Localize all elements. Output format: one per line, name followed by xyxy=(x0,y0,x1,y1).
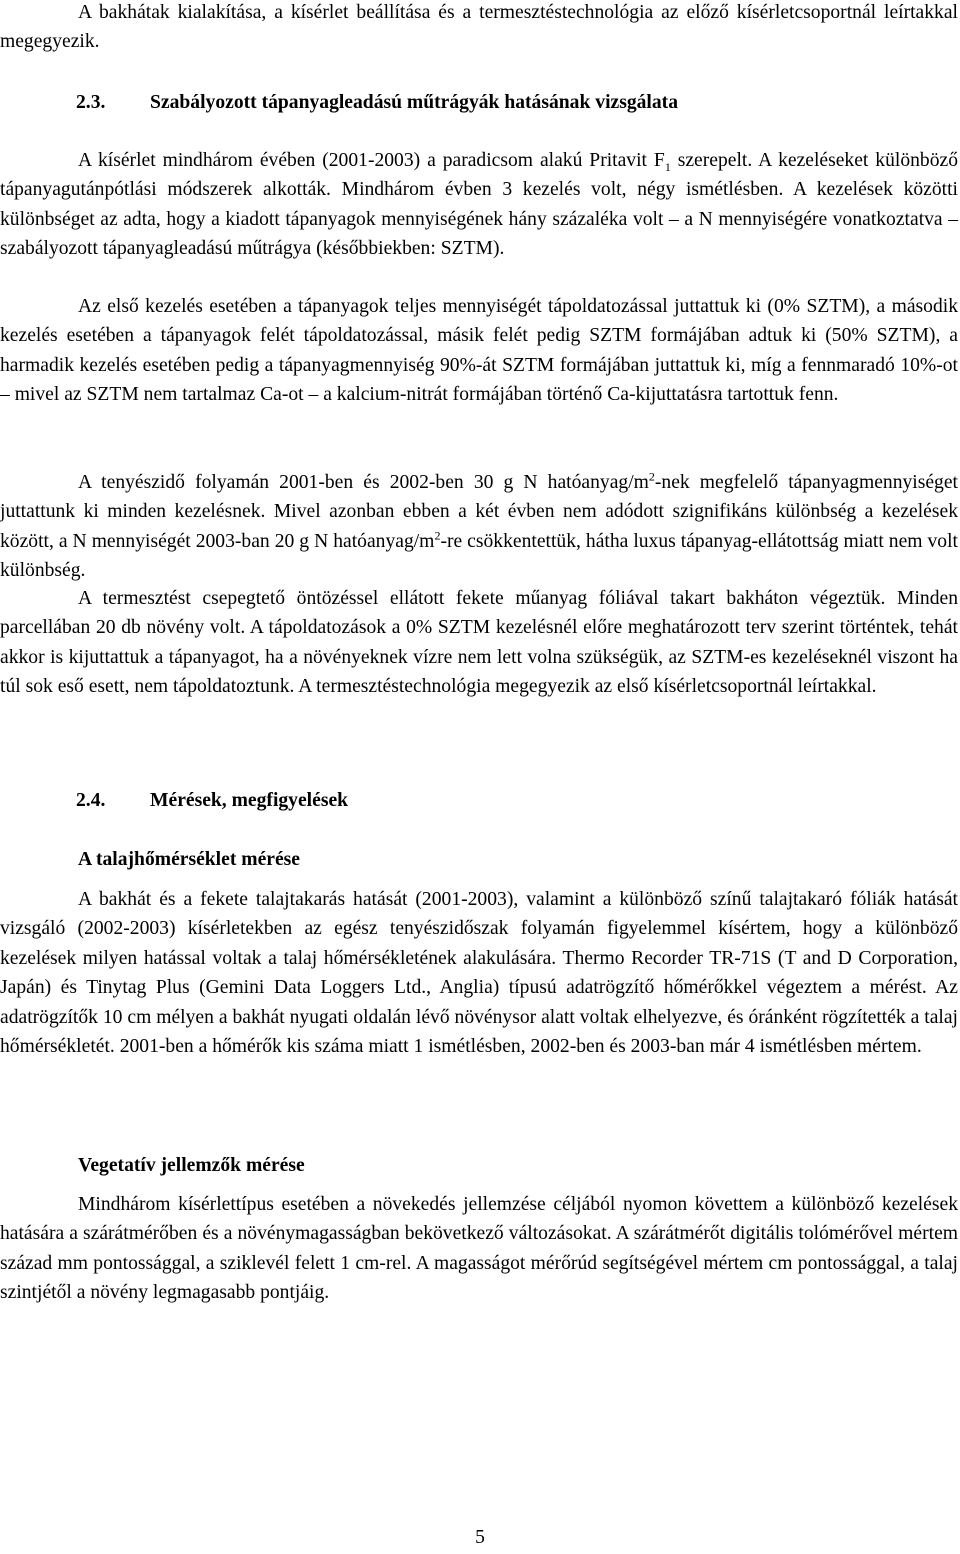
section-title: Mérések, megfigyelések xyxy=(150,790,349,811)
paragraph xyxy=(0,885,958,1061)
paragraph-text: A termesztést csepegtető öntözéssel ellátott fekete műanyag fóliával takart bakháton végeztük. Minden parcellában 20 db növény volt. A tápoldatozások a 0% SZTM kezelésnél előre meghatározott terv szerint történtek, tehát akkor is kijuttattuk a tápanyagot, ha a növényeknek vízre nem lett volna szükségük, az SZTM-es kezeléseknél viszont ha túl sok eső esett, nem tápoldatoztunk. A termesztéstechnológia megegyezik az első kísérletcsoportnál leírtakkal. xyxy=(0,588,958,698)
paragraph-text: szerepelt. A kezeléseket különböző tápanyagutánpótlási módszerek alkották. Mindhárom évben 3 kezelés volt, négy ismétlésben. A kezelések közötti különbséget az adta, hogy a kiadott tápanyagok mennyiségének hány százaléka volt – a N mennyiségére vonatkoztatva – szabályozott tápanyagleadású műtrágya (későbbiekben: SZTM). xyxy=(0,150,958,260)
paragraph xyxy=(0,292,958,410)
superscript: 2 xyxy=(648,469,655,484)
paragraph-text: -nek megfelelő tápanyagmennyiséget juttattunk ki minden kezelésnek. Mivel azonban ebben a két évben nem adódott szignifikáns különbség a kezelések között, a N mennyiségét 2003-ban 20 g N hatóanyag/m xyxy=(0,472,958,552)
paragraph xyxy=(0,584,958,702)
subsection-title: A talajhőmérséklet mérése xyxy=(78,849,300,870)
paragraph-text: A kísérlet mindhárom évében (2001-2003) a paradicsom alakú Pritavit F xyxy=(78,150,665,171)
paragraph xyxy=(0,1190,958,1308)
paragraph-text: Az első kezelés esetében a tápanyagok teljes mennyiségét tápoldatozással juttattuk ki (0% SZTM), a második kezelés esetében a tápanyagok felét tápoldatozással, másik felét pedig SZTM formájában adtuk ki (50% SZTM), a harmadik kezelés esetében pedig a tápanyagmennyiség 90%-át SZTM formájában juttattuk ki, míg a fennmaradó 10%-ot – mivel az SZTM nem tartalmaz Ca-ot – a kalcium-nitrát formájában történő Ca-kijuttatásra tartottuk fenn. xyxy=(0,296,958,406)
paragraph-text: -re csökkentettük, hátha luxus tápanyag-ellátottság miatt nem volt különbség. xyxy=(0,530,958,582)
intro-text: A bakhátak kialakítása, a kísérlet beállítása és a termesztéstechnológia az előző kísérletcsoportnál leírtakkal megegyezik. xyxy=(0,2,958,53)
paragraph xyxy=(0,468,958,586)
subsection-title: Vegetatív jellemzők mérése xyxy=(78,1155,305,1176)
section-title: Szabályozott tápanyagleadású műtrágyák hatásának vizsgálata xyxy=(150,92,678,113)
intro-paragraph xyxy=(0,0,958,57)
page-number: 5 xyxy=(475,1527,485,1548)
paragraph-text: A bakhát és a fekete talajtakarás hatását (2001-2003), valamint a különböző színű talajtakaró fóliák hatását vizsgáló (2002-2003) kísérletekben az egész tenyészidőszak folyamán figyelemmel kísértem, hogy a különböző kezelések milyen hatással voltak a talaj hőmérsékletének alakulására. Thermo Recorder TR-71S (T and D Corporation, Japán) és Tinytag Plus (Gemini Data Loggers Ltd., Anglia) típusú adatrögzítő hőmérőkkel végeztem a mérést. Az adatrögzítők 10 cm mélyen a bakhát nyugati oldalán lévő növénysor alatt voltak elhelyezve, és óránként rögzítették a talaj hőmérsékletét. 2001-ben a hőmérők kis száma miatt 1 ismétlésben, 2002-ben és 2003-ban már 4 ismétlésben mértem. xyxy=(0,889,958,1058)
section-number: 2.3. xyxy=(76,92,106,113)
superscript: 2 xyxy=(434,528,441,543)
paragraph-text: Mindhárom kísérlettípus esetében a növekedés jellemzése céljából nyomon követtem a különböző kezelések hatására a szárátmérőben és a növénymagasságban bekövetkező változásokat. A szárátmérőt digitális tolómérővel mértem század mm pontossággal, a sziklevél felett 1 cm-rel. A magasságot mérőrúd segítségével mértem cm pontossággal, a talaj szintjétől a növény legmagasabb pontjáig. xyxy=(0,1194,958,1304)
section-number: 2.4. xyxy=(76,790,106,811)
subscript: 1 xyxy=(664,159,671,174)
paragraph-text: A tenyészidő folyamán 2001-ben és 2002-ben 30 g N hatóanyag/m xyxy=(78,472,649,493)
paragraph xyxy=(0,146,958,264)
